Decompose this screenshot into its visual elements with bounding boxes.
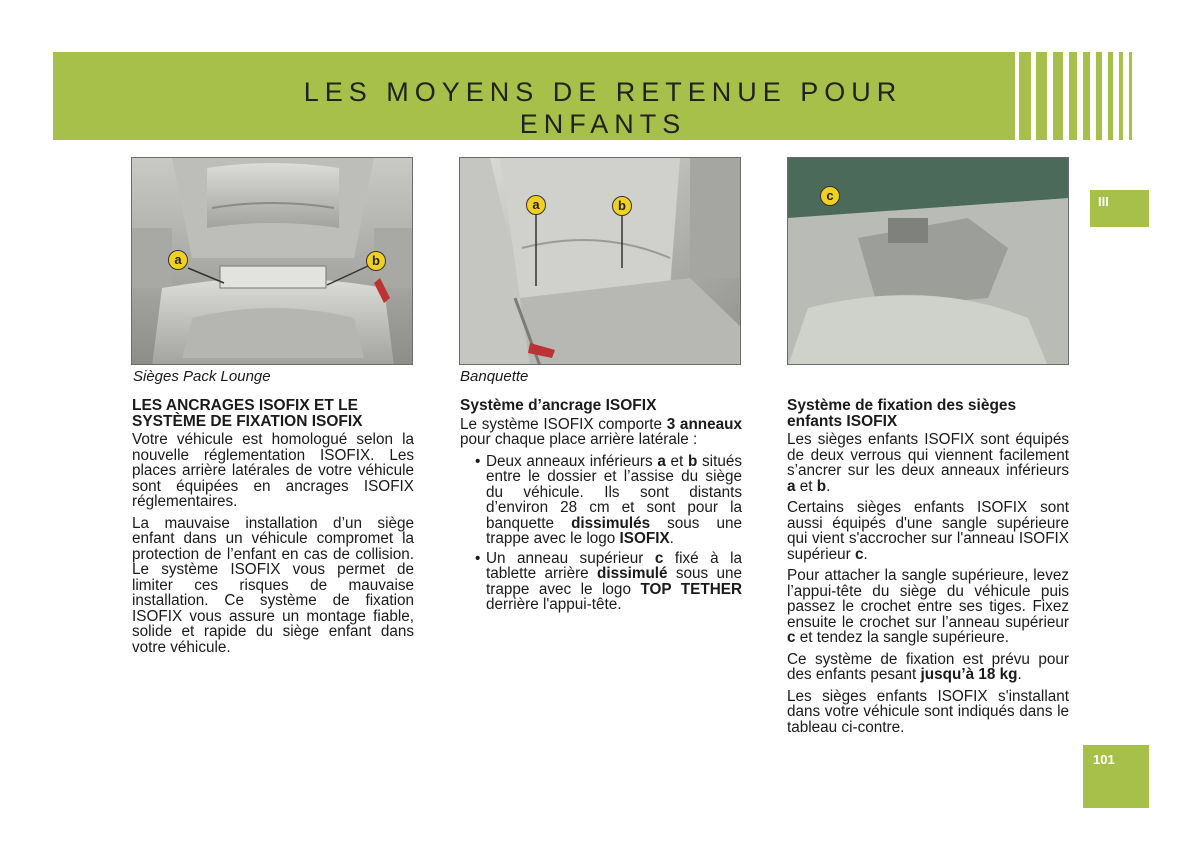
title-line-2: ENFANTS <box>519 109 687 139</box>
list-item: • Un anneau supérieur c fixé à la tablette arrière dissimulé sous une trappe avec le logo TOP TETHER derrière l'appui-tête. <box>475 551 742 613</box>
paragraph: Pour attacher la sangle supérieure, levez l’appui-tête du siège du véhicule puis passez le crochet entre ses tiges. Fixez ensuite le crochet sur l’anneau supérieur c et tendez la sangle supérieure. <box>787 567 1069 646</box>
paragraph: Votre véhicule est homologué selon la nouvelle réglementation ISOFIX. Les places arrière latérales de votre véhicule sont équipées en ancrages ISOFIX réglementaires. <box>132 431 414 510</box>
paragraph: Certains sièges enfants ISOFIX sont aussi équipés d'une sangle supérieure qui vient s'accrocher sur l'anneau ISOFIX supérieur c. <box>787 499 1069 563</box>
section-heading: LES ANCRAGES ISOFIX ET LE SYSTÈME DE FIXATION ISOFIX <box>132 397 363 430</box>
section-heading: Système de fixation des sièges enfants ISOFIX <box>787 397 1017 430</box>
chapter-tab <box>1090 190 1149 227</box>
caption-bench: Banquette <box>460 368 529 385</box>
column-isofix-child-seats <box>787 398 1069 741</box>
chapter-number: III <box>1098 194 1109 209</box>
marker-lines <box>132 158 413 365</box>
page-number: 101 <box>1093 752 1115 767</box>
marker-a: a <box>526 195 546 215</box>
photo-lounge-seats <box>131 157 413 365</box>
marker-lines <box>460 158 741 365</box>
photo-bench <box>459 157 741 365</box>
section-heading: Système d’ancrage ISOFIX <box>460 397 657 414</box>
paragraph: Les sièges enfants ISOFIX s'installant dans votre véhicule sont indiqués dans le tableau ci-contre. <box>787 687 1069 736</box>
title-line-1: LES MOYENS DE RETENUE POUR <box>303 77 903 107</box>
marker-b: b <box>612 196 632 216</box>
page-number-tab <box>1083 745 1149 808</box>
page-title <box>53 76 1153 140</box>
caption-lounge-seats: Sièges Pack Lounge <box>133 368 271 385</box>
paragraph: Les sièges enfants ISOFIX sont équipés de deux verrous qui viennent facilement s’ancrer sur les deux anneaux inférieurs a et b. <box>787 431 1069 495</box>
paragraph: Le système ISOFIX comporte 3 anneaux pour chaque place arrière latérale : <box>460 415 742 448</box>
column-isofix-anchorages <box>132 398 414 661</box>
paragraph: Ce système de fixation est prévu pour des enfants pesant jusqu’à 18 kg. <box>787 650 1069 683</box>
marker-a: a <box>168 250 188 270</box>
bullet-list <box>460 454 742 613</box>
list-item: • Deux anneaux inférieurs a et b situés entre le dossier et l’assise du siège du véhicule. Ils sont distants d’environ 28 cm et sont pour la banquette dissimulés sous une trappe avec le logo ISOFIX. <box>475 454 742 547</box>
paragraph: La mauvaise installation d’un siège enfant dans un véhicule compromet la protection de l’enfant en cas de collision. Le système ISOFIX vous permet de limiter ces risques de mauvaise installation. Ce système de fixation ISOFIX vous assure un montage fiable, solide et rapide du siège enfant dans votre véhicule. <box>132 514 414 656</box>
photo-top-tether <box>787 157 1069 365</box>
marker-b: b <box>366 251 386 271</box>
column-isofix-system <box>460 398 742 617</box>
marker-c: c <box>820 186 840 206</box>
